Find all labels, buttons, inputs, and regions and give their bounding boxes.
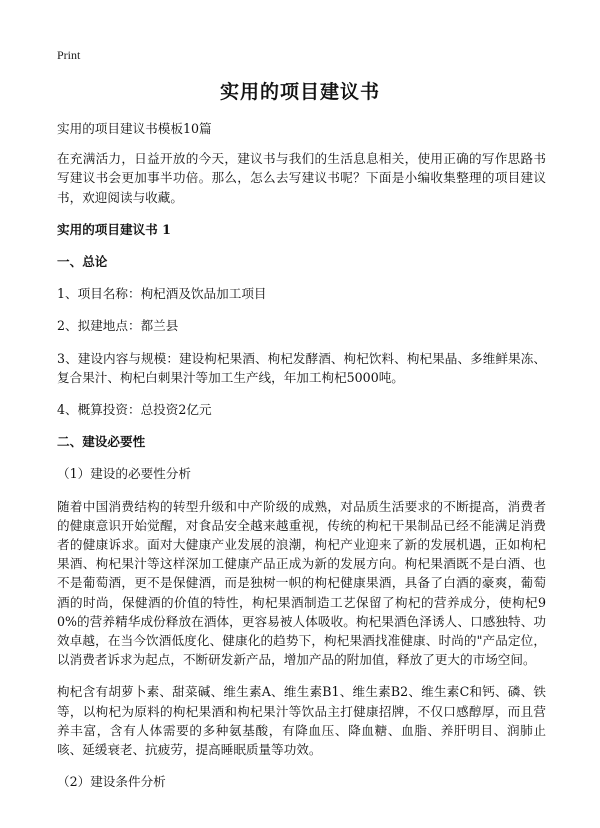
- print-label: Print: [57, 48, 81, 62]
- sub-heading-conditions-analysis: （2）建设条件分析: [57, 774, 166, 790]
- necessity-paragraph: 随着中国消费结构的转型升级和中产阶级的成熟，对品质生活要求的不断提高，消费者的健康意识开始觉醒，对食品安全越来越重视，传统的枸杞干果制品已经不能满足消费者的健康诉求。面对大健康产业发展的浪潮，枸杞产业迎来了新的发展机遇，正如枸杞果酒、枸杞果汁等这样深加工健康产品正成为新的发展方向。枸杞果酒既不是白酒、也不是葡萄酒，更不是保健酒，而是独树一帜的枸杞健康果酒，具备了白酒的豪爽，葡萄酒的时尚，保健酒的价值的特性，枸杞果酒制造工艺保留了枸杞的营养成分，使枸杞90%的营养精华成份释放在酒体，更容易被人体吸收。枸杞果酒色泽诱人、口感独特、功效卓越，在当今饮酒低度化、健康化的趋势下，枸杞果酒找准健康、时尚的"产品定位，以消费者诉求为起点，不断研发新产品，增加产品的附加值，释放了更大的市场空间。: [57, 498, 546, 668]
- document-body: [57, 119, 546, 791]
- list-item-location: 2、拟建地点：都兰县: [57, 318, 179, 334]
- sub-heading-necessity-analysis: （1）建设的必要性分析: [57, 466, 191, 482]
- part-heading-overview: 一、总论: [57, 254, 108, 270]
- document-subtitle: 实用的项目建议书模板10篇: [57, 121, 212, 136]
- intro-paragraph: 在充满活力，日益开放的今天，建议书与我们的生活息息相关，使用正确的写作思路书写建议书会更加事半功倍。那么，怎么去写建议书呢？下面是小编收集整理的项目建议书，欢迎阅读与收藏。: [57, 151, 546, 205]
- list-item-investment: 4、概算投资：总投资2亿元: [57, 402, 212, 418]
- list-item-scope: 3、建设内容与规模：建设枸杞果酒、枸杞发酵酒、枸杞饮料、枸杞果晶、多维鲜果冻、复合果汁、枸杞白刺果汁等加工生产线，年加工枸杞5000吨。: [57, 350, 546, 385]
- part-heading-necessity: 二、建设必要性: [57, 434, 146, 450]
- section-heading-1: 实用的项目建议书 1: [57, 221, 171, 237]
- list-item-project-name: 1、项目名称：枸杞酒及饮品加工项目: [57, 286, 267, 302]
- nutrition-paragraph: 枸杞含有胡萝卜素、甜菜碱、维生素A、维生素B1、维生素B2、维生素C和钙、磷、铁等，以枸杞为原料的枸杞果酒和枸杞果汁等饮品主打健康招牌，不仅口感醇厚，而且营养丰富，含有人体需要的多种氨基酸，有降血压、降血糖、血脂、养肝明目、润肺止咳、延缓衰老、抗疲劳，提高睡眠质量等功效。: [57, 684, 546, 758]
- document-title: 实用的项目建议书: [219, 81, 380, 103]
